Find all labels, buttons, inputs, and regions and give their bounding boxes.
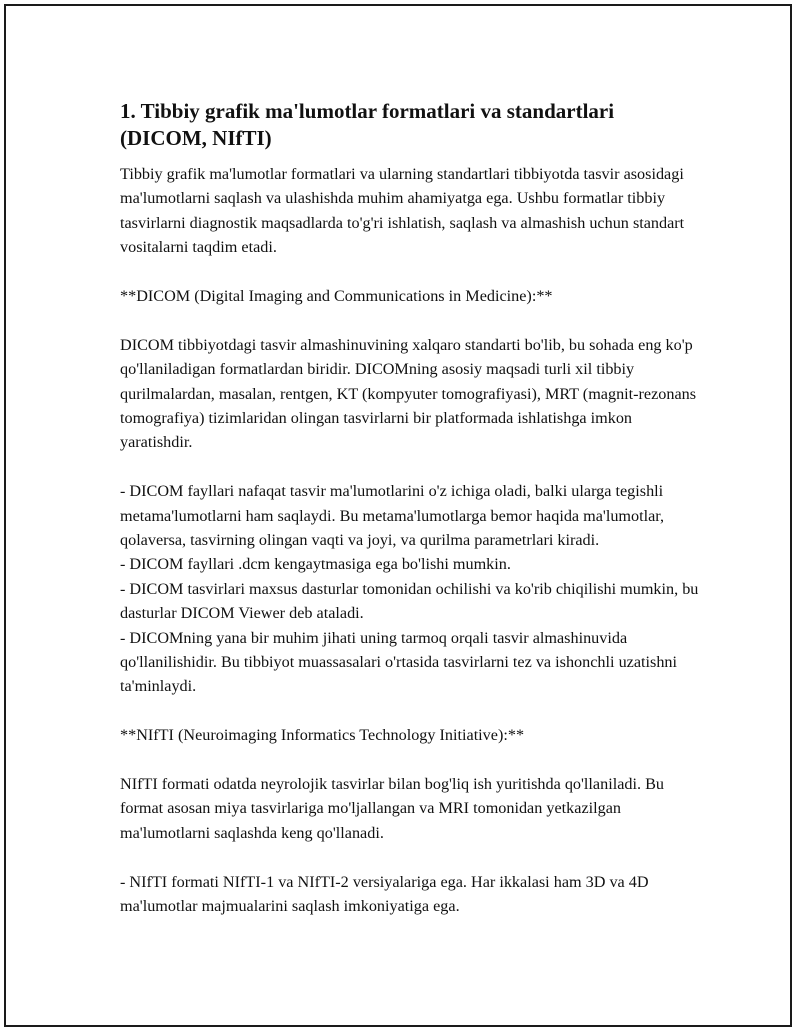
paragraph-gap [120, 308, 700, 332]
document-content [120, 98, 700, 919]
paragraph-gap [120, 260, 700, 284]
paragraph-gap [120, 748, 700, 772]
section-heading: 1. Tibbiy grafik ma'lumotlar formatlari va standartlari (DICOM, NIfTI) [120, 99, 615, 150]
paragraph-gap [120, 455, 700, 479]
dicom-bullet-extension: - DICOM fayllari .dcm kengaytmasiga ega bo'lishi mumkin. [120, 555, 511, 574]
dicom-description: DICOM tibbiyotdagi tasvir almashinuvining xalqaro standarti bo'lib, bu sohada eng ko'p qo'llaniladigan formatlardan biridir. DICOMning asosiy maqsadi turli xil tibbiy qurilmalardan, masalan, rentgen, KT (kompyuter tomografiyasi), MRT (magnit-rezonans tomografiya) tizimlaridan olingan tasvirlarni bir platformada ishlatishga imkon yaratishdir. [120, 335, 697, 452]
paragraph-gap [120, 699, 700, 723]
nifti-description: NIfTI formati odatda neyrolojik tasvirlar bilan bog'liq ish yuritishda qo'llaniladi. Bu format asosan miya tasvirlariga mo'ljallangan va MRI tomonidan yetkazilgan ma'lumotlarni saqlashda keng qo'llanadi. [120, 775, 664, 842]
document-page [4, 4, 792, 1027]
nifti-bullet-versions: - NIfTI formati NIfTI-1 va NIfTI-2 versiyalariga ega. Har ikkalasi ham 3D va 4D ma'lumotlar majmualarini saqlash imkoniyatiga ega. [120, 872, 649, 916]
paragraph-gap [120, 845, 700, 869]
dicom-bullet-metadata: - DICOM fayllari nafaqat tasvir ma'lumotlarini o'z ichiga oladi, balki ularga tegishli metama'lumotlarni ham saqlaydi. Bu metama'lumotlarga bemor haqida ma'lumotlar, qolaversa, tasvirning olingan vaqti va joyi, va qurilma parametrlari kiradi. [120, 482, 665, 550]
dicom-bullet-viewer: - DICOM tasvirlari maxsus dasturlar tomonidan ochilishi va ko'rib chiqilishi mumkin, bu dasturlar DICOM Viewer deb ataladi. [120, 579, 699, 623]
intro-paragraph: Tibbiy grafik ma'lumotlar formatlari va ularning standartlari tibbiyotda tasvir asosidagi ma'lumotlarni saqlash va ulashishda muhim ahamiyatga ega. Ushbu formatlar tibbiy tasvirlarni diagnostik maqsadlarda to'g'ri ishlatish, saqlash va almashish uchun standart vositalarni taqdim etadi. [120, 165, 685, 257]
dicom-bullet-network: - DICOMning yana bir muhim jihati uning tarmoq orqali tasvir almashinuvida qo'llanilishidir. Bu tibbiyot muassasalari o'rtasida tasvirlarni tez va ishonchli uzatishni ta'minlaydi. [120, 628, 678, 696]
nifti-heading: **NIfTI (Neuroimaging Informatics Technology Initiative):** [120, 726, 525, 745]
dicom-heading: **DICOM (Digital Imaging and Communications in Medicine):** [120, 287, 553, 306]
